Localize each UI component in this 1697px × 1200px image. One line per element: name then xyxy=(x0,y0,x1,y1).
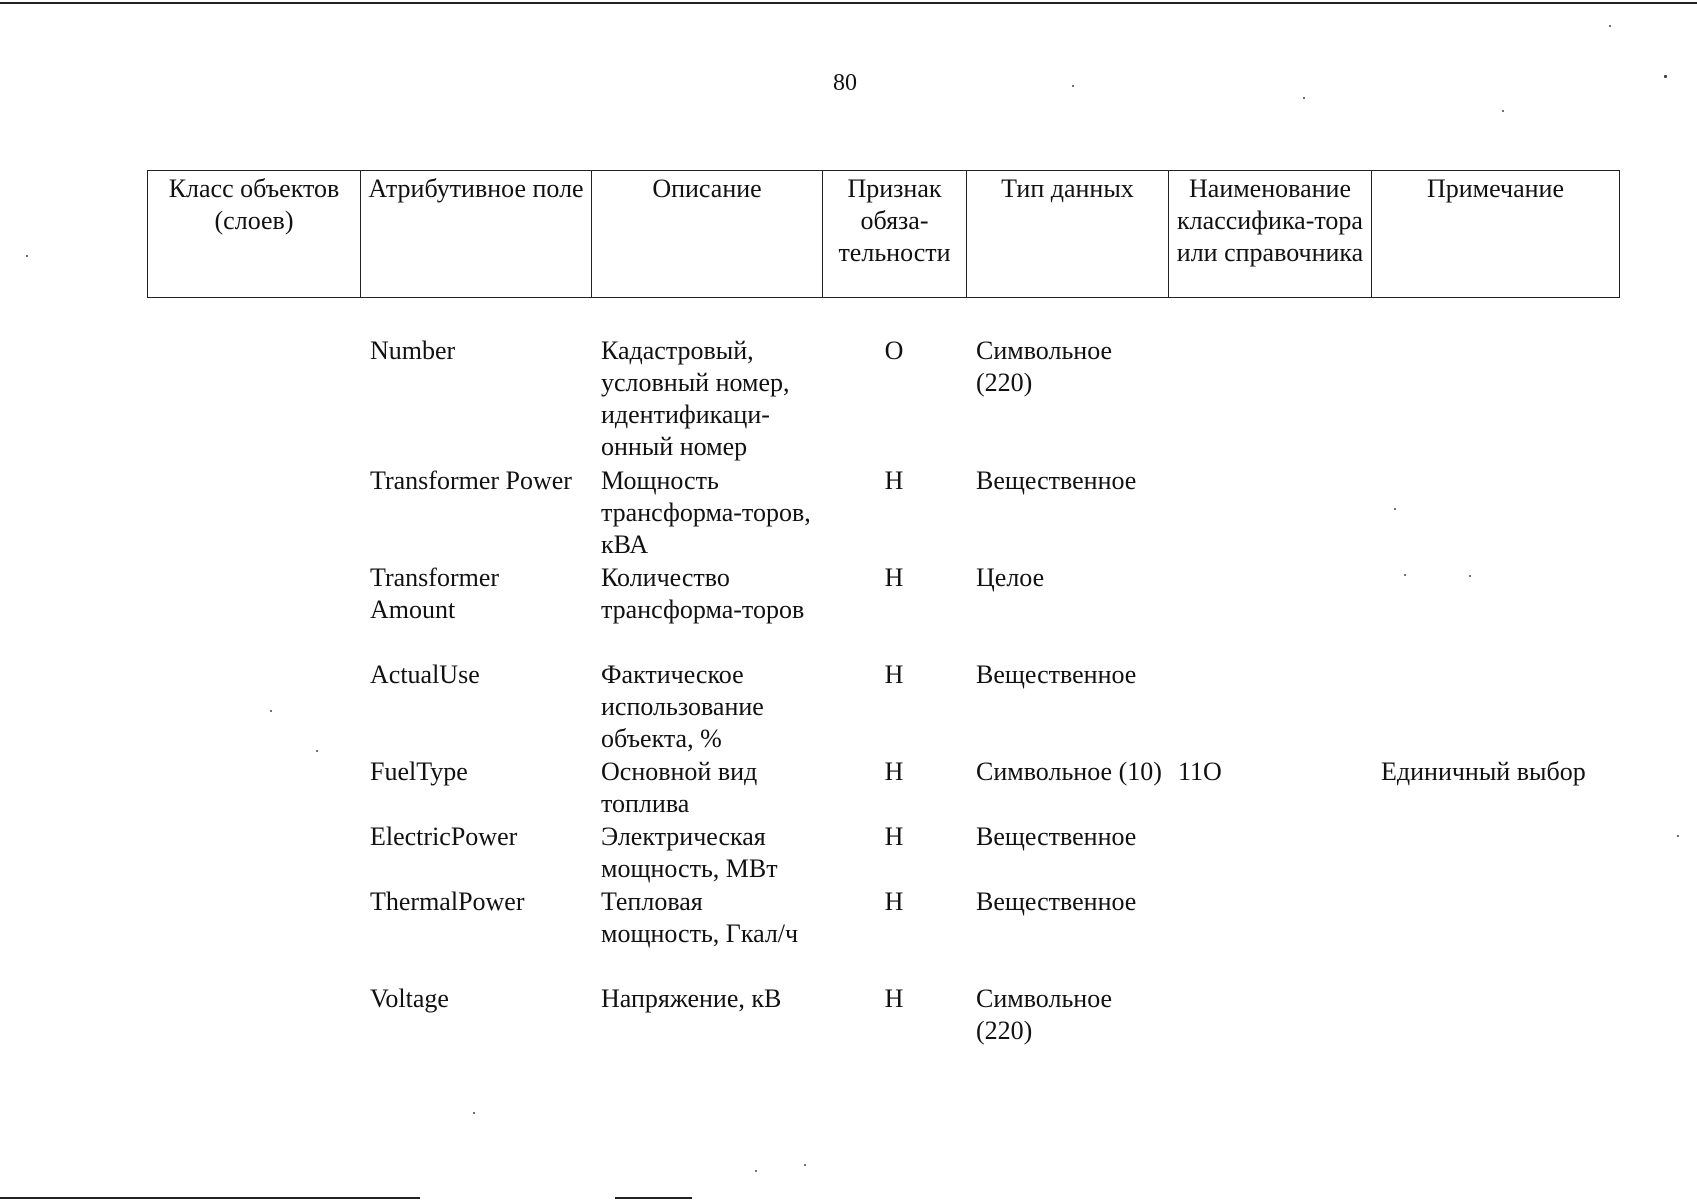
cell-description: Количество трансформа-торов xyxy=(601,563,805,624)
cell-flag: Н xyxy=(884,887,904,916)
cell-description: Электрическая мощность, МВт xyxy=(601,822,778,883)
header-classifier: Наименование классифика-тора или справочника xyxy=(1169,171,1372,298)
scan-speck xyxy=(804,1164,806,1166)
cell-flag: Н xyxy=(884,563,904,592)
scan-speck xyxy=(1072,85,1074,87)
header-data-type: Тип данных xyxy=(967,171,1169,298)
scan-speck xyxy=(1609,25,1611,27)
cell-classifier xyxy=(1168,886,1371,983)
scan-speck xyxy=(1502,110,1504,112)
scan-speck xyxy=(1303,97,1305,99)
top-border-rule xyxy=(0,2,1697,4)
cell-flag: Н xyxy=(884,466,904,495)
cell-classifier: 11О xyxy=(1178,757,1222,786)
cell-type: Вещественное xyxy=(976,660,1137,689)
cell-class xyxy=(147,756,360,821)
cell-note xyxy=(1371,659,1619,756)
cell-classifier xyxy=(1168,562,1371,659)
cell-flag: Н xyxy=(884,822,904,851)
cell-field: Transformer Power xyxy=(370,466,572,495)
cell-note xyxy=(1371,562,1619,659)
table-row xyxy=(147,335,1619,465)
cell-description: Мощность трансформа-торов, кВА xyxy=(601,466,811,559)
cell-type: Вещественное xyxy=(976,822,1137,851)
table-body xyxy=(147,335,1619,1048)
scan-speck xyxy=(473,1112,475,1114)
cell-classifier xyxy=(1168,335,1371,465)
table-row xyxy=(147,756,1619,821)
cell-note xyxy=(1371,886,1619,983)
table-row xyxy=(147,562,1619,659)
header-required-flag: Признак обяза-тельности xyxy=(823,171,967,298)
cell-class xyxy=(147,983,360,1048)
cell-note: Единичный выбор xyxy=(1381,757,1586,786)
page-number: 80 xyxy=(833,70,857,96)
scan-speck xyxy=(755,1170,757,1172)
scan-speck xyxy=(316,750,318,752)
cell-note xyxy=(1371,821,1619,886)
cell-description: Фактическое использование объекта, % xyxy=(601,660,764,753)
bottom-border-rule xyxy=(0,1197,420,1199)
cell-type: Символьное (220) xyxy=(976,984,1113,1045)
scan-speck xyxy=(1469,575,1471,577)
table-row xyxy=(147,821,1619,886)
cell-description: Тепловая мощность, Гкал/ч xyxy=(601,887,799,948)
scan-speck xyxy=(1404,574,1406,576)
cell-note xyxy=(1371,465,1619,562)
cell-flag: О xyxy=(884,336,904,365)
cell-field: ElectricPower xyxy=(370,822,518,851)
scan-speck xyxy=(1677,835,1679,837)
cell-classifier xyxy=(1168,465,1371,562)
cell-flag: Н xyxy=(884,660,904,689)
cell-field: ThermalPower xyxy=(370,887,525,916)
cell-type: Целое xyxy=(976,563,1045,592)
cell-classifier xyxy=(1168,983,1371,1048)
cell-type: Вещественное xyxy=(976,466,1137,495)
cell-type: Символьное (10) xyxy=(976,757,1162,786)
cell-type: Вещественное xyxy=(976,887,1137,916)
scan-speck xyxy=(1664,75,1667,78)
scan-speck xyxy=(270,710,272,712)
cell-flag: Н xyxy=(884,757,904,786)
cell-field: Number xyxy=(370,336,456,365)
cell-type: Символьное (220) xyxy=(976,336,1113,397)
cell-description: Основной вид топлива xyxy=(601,757,758,818)
scan-speck xyxy=(1394,508,1396,510)
header-note: Примечание xyxy=(1372,171,1620,298)
cell-note xyxy=(1371,983,1619,1048)
table-row xyxy=(147,886,1619,983)
header-description: Описание xyxy=(592,171,823,298)
table-row xyxy=(147,983,1619,1048)
header-attribute-field: Атрибутивное поле xyxy=(361,171,592,298)
cell-description: Кадастровый, условный номер, идентификаци-онный номер xyxy=(601,336,790,461)
cell-field: ActualUse xyxy=(370,660,480,689)
table-row xyxy=(147,659,1619,756)
table-row xyxy=(147,465,1619,562)
cell-class xyxy=(147,821,360,886)
cell-classifier xyxy=(1168,821,1371,886)
cell-class xyxy=(147,465,360,562)
cell-class xyxy=(147,659,360,756)
bottom-border-rule-fragment xyxy=(615,1197,692,1199)
cell-classifier xyxy=(1168,659,1371,756)
cell-class xyxy=(147,886,360,983)
cell-field: Transformer Amount xyxy=(370,563,500,624)
cell-field: Voltage xyxy=(370,984,449,1013)
scan-speck xyxy=(26,255,28,257)
cell-class xyxy=(147,335,360,465)
cell-field: FuelType xyxy=(370,757,468,786)
cell-note xyxy=(1371,335,1619,465)
table-header xyxy=(147,170,1620,298)
cell-class xyxy=(147,562,360,659)
header-class: Класс объектов (слоев) xyxy=(148,171,361,298)
cell-description: Напряжение, кВ xyxy=(601,984,782,1013)
cell-flag: Н xyxy=(884,984,904,1013)
